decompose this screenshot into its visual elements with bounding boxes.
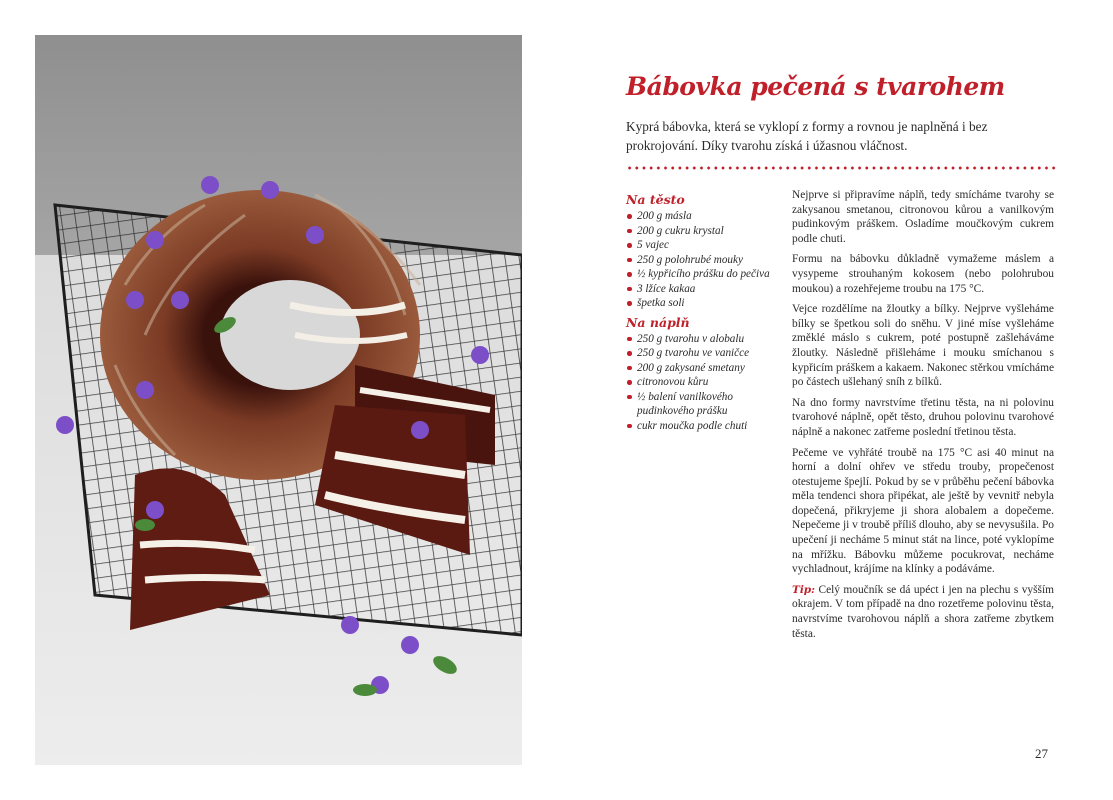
method-paragraph: Formu na bábovku důkladně vymažeme máslem a vysypeme strouhaným kokosem (nebo polohrubou moukou) a rozehřejeme troubu na 175 °C. <box>792 253 1054 295</box>
dough-heading: Na těsto <box>626 192 685 207</box>
method-column <box>792 188 1054 647</box>
ingredient-item: ½ balení vanilkového pudinkového prášku <box>626 390 782 419</box>
ingredient-item: 250 g tvarohu ve vaničce <box>626 346 782 361</box>
method-paragraph: Pečeme ve vyhřáté troubě na 175 °C asi 40 minut na horní a dolní ohřev ve středu trouby, propečenost otestujeme špejlí. Pokud by se v průběhu pečení bábovka měla tendenci shora připékat, ale ještě by vevnitř nebyla dopečená, přikryjeme ji shora alobalem a dopečeme. Nepečeme ji v troubě příliš dlouho, aby se nevysušila. Po upečení ji necháme 5 minut stát na lince, poté vyklopíme na mřížku. Bábovku můžeme pocukrovat, necháme vychladnout, krájíme na klínky a podáváme. <box>792 446 1054 576</box>
recipe-title: Bábovka pečená s tvarohem <box>626 72 1005 101</box>
ingredient-item: 200 g másla <box>626 209 782 224</box>
ingredient-item: 3 lžíce kakaa <box>626 282 782 297</box>
ingredient-item: 250 g tvarohu v alobalu <box>626 332 782 347</box>
bundt-cake-photo <box>35 35 522 765</box>
ingredient-item: špetka soli <box>626 296 782 311</box>
ingredient-item: 250 g polohrubé mouky <box>626 253 782 268</box>
dotted-divider <box>626 166 1058 170</box>
page-number: 27 <box>1035 746 1048 761</box>
method-paragraph: Na dno formy navrstvíme třetinu těsta, na ni polovinu tvarohové náplně, opět těsto, druhou polovinu tvarohové náplně a nakonec zatřeme poslední třetinou těsta. <box>792 396 1054 438</box>
tip-text: Celý moučník se dá upéct i jen na plechu s vyšším okrajem. V tom případě na dno rozetřeme polovinu těsta, navrstvíme tvarohovou náplň a shora zatřeme zbytkem těsta. <box>792 583 1054 640</box>
ingredient-item: 200 g cukru krystal <box>626 224 782 239</box>
method-paragraph: Vejce rozdělíme na žloutky a bílky. Nejprve vyšleháme bílky se špetkou soli do sněhu. V jiné míse vyšleháme změklé máslo s cukrem, poté postupně zašleháváme žloutky. Následně přišleháme i mouku smíchanou s kypřicím práškem a kakaem. Nakonec stěrkou vmícháme po částech ušlehaný sníh z bílků. <box>792 303 1054 389</box>
ingredient-item: cukr moučka podle chuti <box>626 419 782 434</box>
dough-list <box>626 209 782 311</box>
filling-heading: Na náplň <box>626 314 690 330</box>
filling-list <box>626 332 782 434</box>
tip-label: Tip: <box>792 583 816 596</box>
ingredient-item: citronovou kůru <box>626 375 782 390</box>
recipe-intro: Kyprá bábovka, která se vyklopí z formy a rovnou je naplněná i bez prokrojování. Díky tvarohu získá i úžasnou vláčnost. <box>626 119 988 153</box>
ingredient-item: 200 g zakysané smetany <box>626 361 782 376</box>
ingredient-item: 5 vajec <box>626 238 782 253</box>
ingredients-column <box>626 192 782 433</box>
tip-paragraph <box>792 583 1054 641</box>
ingredient-item: ½ kypřicího prášku do pečiva <box>626 267 782 282</box>
method-paragraph: Nejprve si připravíme náplň, tedy smícháme tvarohy se zakysanou smetanou, citronovou kůrou a vanilkovým pudinkovým práškem. Osladíme moučkovým cukrem podle chuti. <box>792 189 1054 245</box>
